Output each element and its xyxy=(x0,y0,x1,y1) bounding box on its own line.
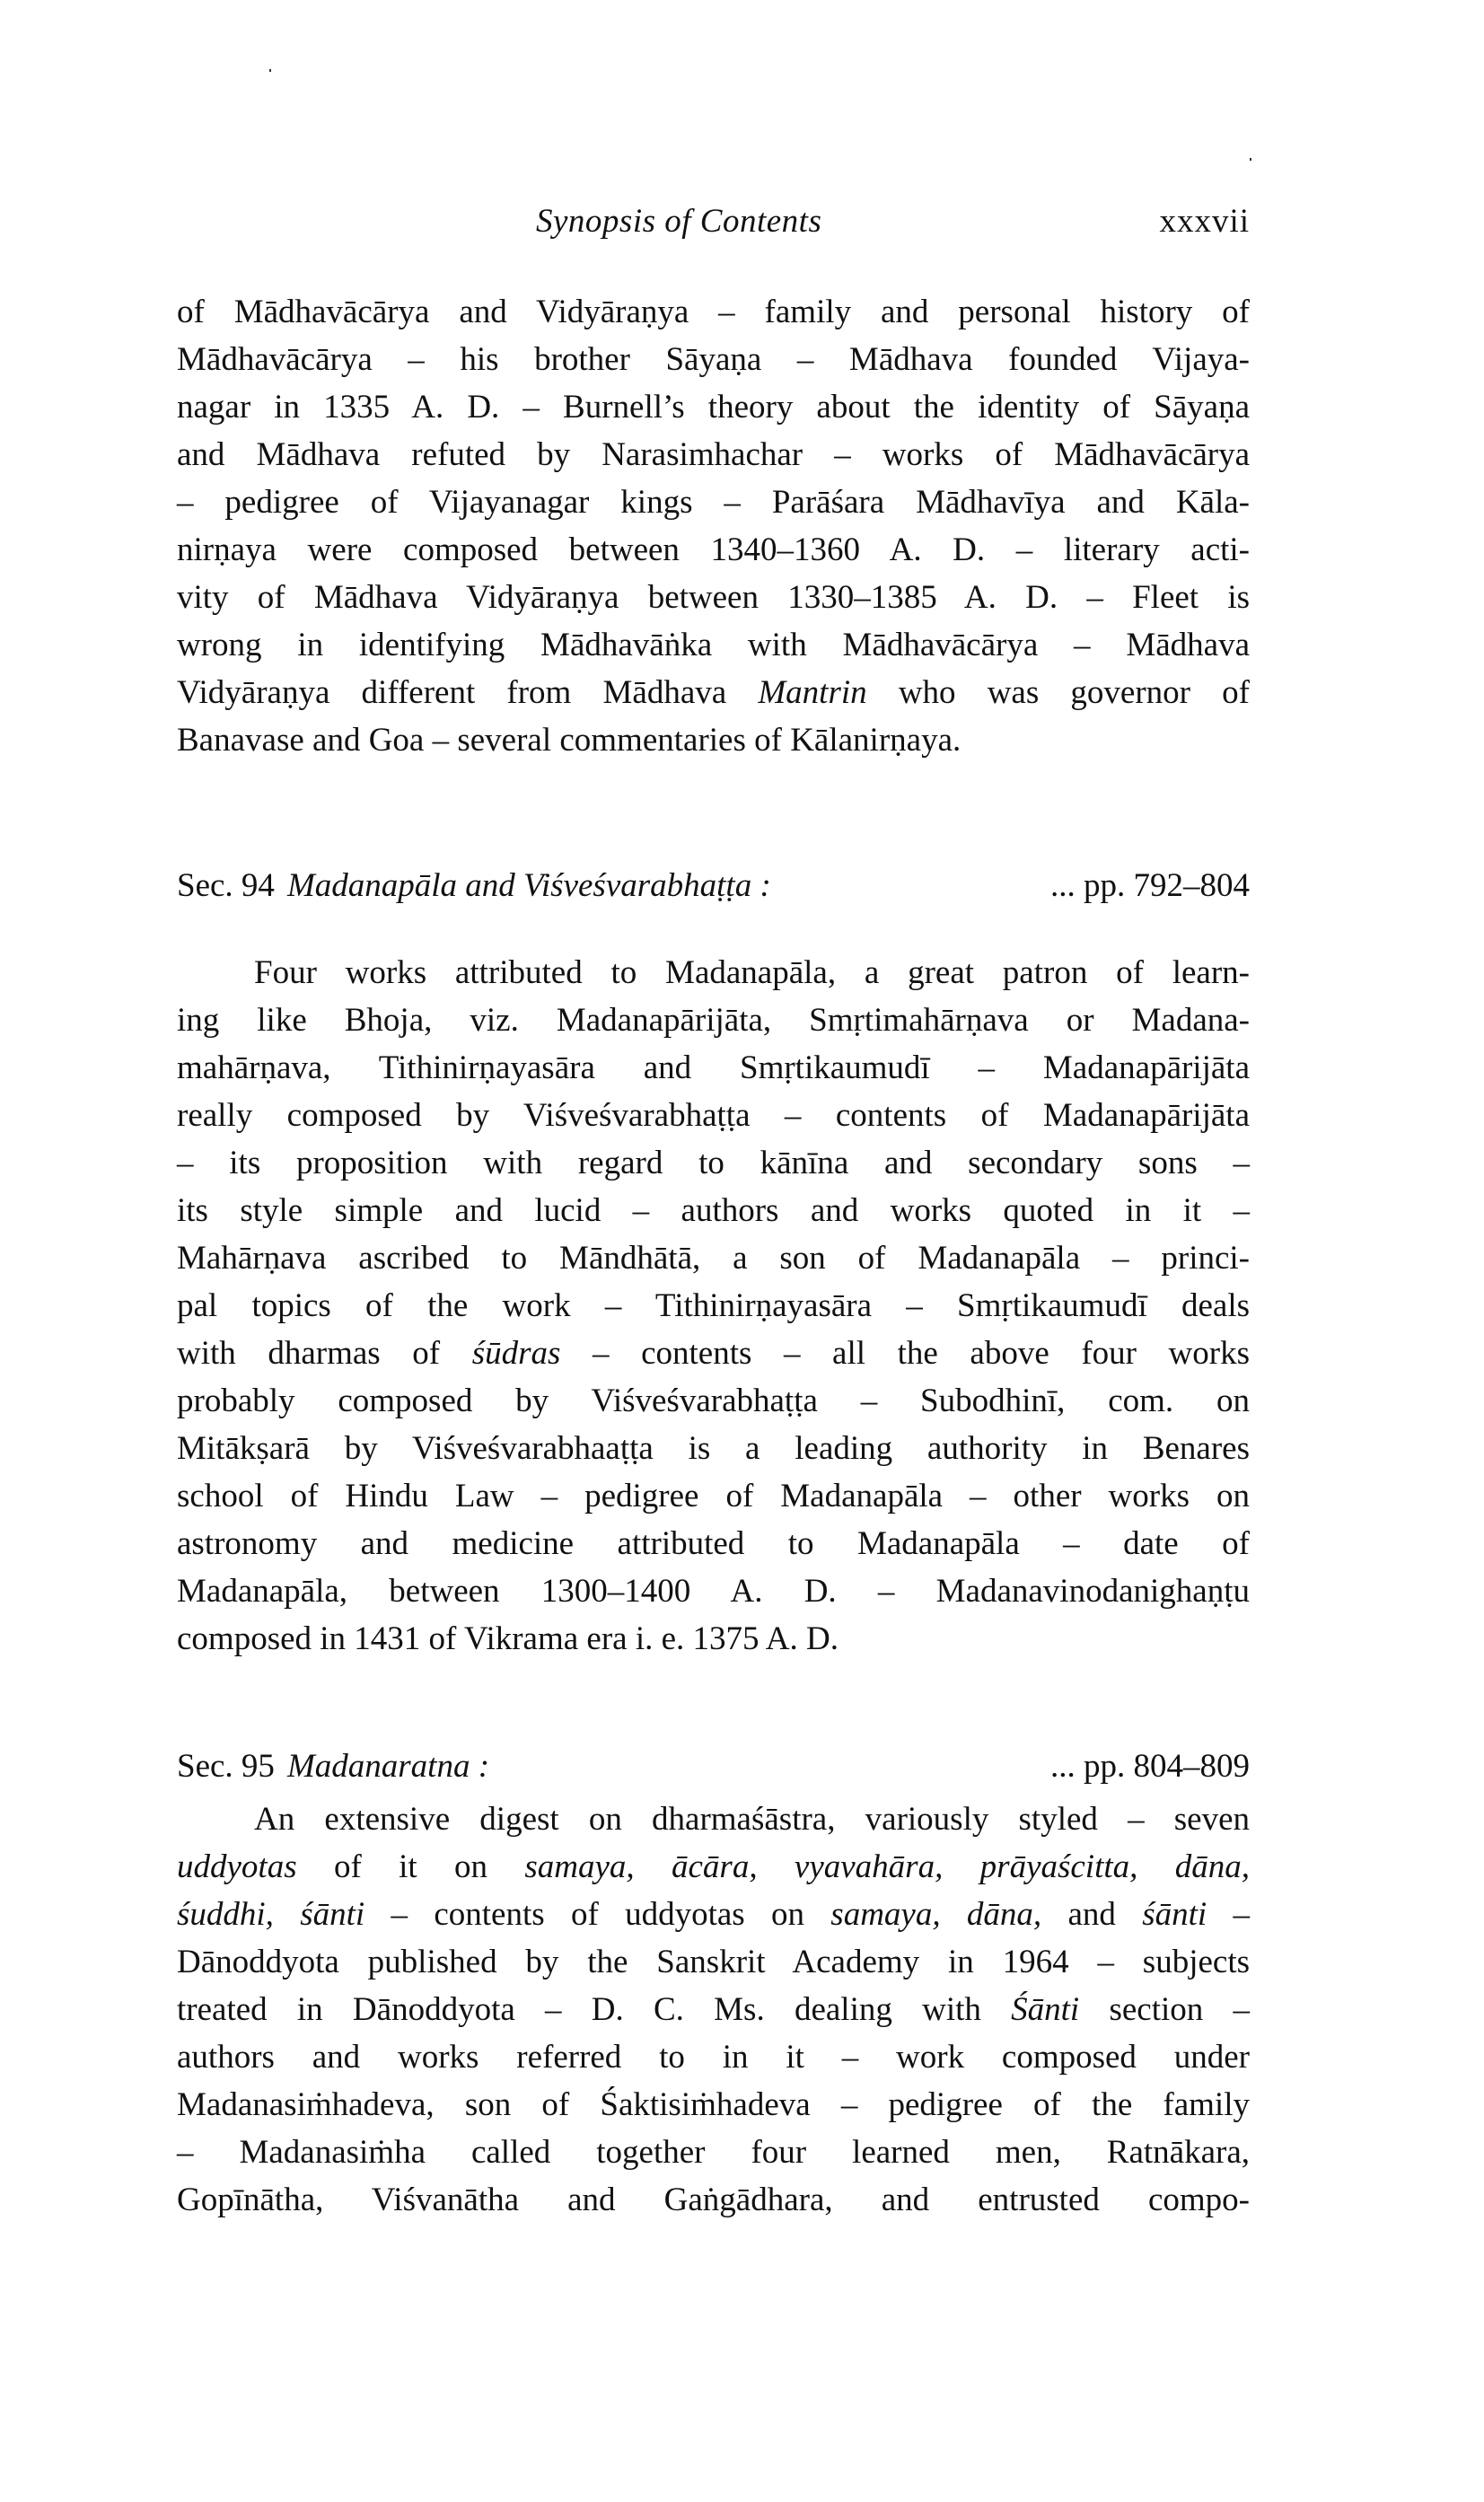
text-line xyxy=(177,1377,1250,1425)
text-run: and xyxy=(1041,1896,1143,1933)
text-run: Mādhavācārya – his brother Sāyaṇa – Mādhava founded Vijaya- xyxy=(177,341,1250,378)
italic-term: śānti xyxy=(1142,1896,1207,1933)
text-run: vity of Mādhava Vidyāraṇya between 1330–1385 A. D. – Fleet is xyxy=(177,579,1250,616)
text-run: Gopīnātha, Viśvanātha and Gaṅgādhara, and entrusted compo- xyxy=(177,2182,1250,2218)
text-run: with dharmas of xyxy=(177,1335,472,1372)
text-run: – Madanasiṁha called together four learned men, Ratnākara, xyxy=(177,2134,1250,2171)
section-heading-94 xyxy=(177,862,1250,909)
section-94-summary xyxy=(177,949,1250,1663)
italic-term: Mantrin xyxy=(758,674,867,711)
text-line xyxy=(177,1282,1250,1330)
text-run: school of Hindu Law – pedigree of Madanapāla – other works on xyxy=(177,1478,1250,1514)
text-run: – contents of uddyotas on xyxy=(364,1896,831,1933)
section-95-summary xyxy=(177,1795,1250,2224)
text-line xyxy=(177,949,1250,996)
text-run: Four works attributed to Madanapāla, a great patron of learn- xyxy=(254,954,1250,991)
text-run: – its proposition with regard to kānīna and secondary sons – xyxy=(177,1145,1250,1181)
text-line xyxy=(177,1330,1250,1377)
text-line xyxy=(177,1472,1250,1520)
scan-speck xyxy=(269,69,271,72)
text-run: composed in 1431 of Vikrama era i. e. 1375 A. D. xyxy=(177,1620,839,1657)
text-run: nirṇaya were composed between 1340–1360 A. D. – literary acti- xyxy=(177,531,1250,568)
text-line xyxy=(177,2081,1250,2129)
text-run: mahārṇava, Tithinirṇayasāra and Smṛtikaumudī – Madanapārijāta xyxy=(177,1049,1250,1086)
italic-term: samaya, ācāra, vyavahāra, prāyaścitta, dāna, xyxy=(524,1848,1250,1885)
section-heading-95 xyxy=(177,1743,1250,1790)
text-run: astronomy and medicine attributed to Madanapāla – date of xyxy=(177,1525,1250,1562)
text-run: who was governor of xyxy=(866,674,1250,711)
section-title: Madanapāla and Viśveśvarabhaṭṭa : xyxy=(286,867,771,904)
text-line xyxy=(177,1795,1250,1843)
text-run: Madanasiṁhadeva, son of Śaktisiṁhadeva – pedigree of the family xyxy=(177,2086,1250,2123)
text-line xyxy=(177,574,1250,621)
text-run: – contents – all the above four works xyxy=(560,1335,1250,1372)
text-run: nagar in 1335 A. D. – Burnell’s theory about the identity of Sāyaṇa xyxy=(177,389,1250,426)
text-run: its style simple and lucid – authors and works quoted in it – xyxy=(177,1192,1250,1229)
page-number: xxxvii xyxy=(1159,203,1250,240)
text-line xyxy=(177,996,1250,1044)
text-line xyxy=(177,1139,1250,1187)
text-line xyxy=(177,1044,1250,1092)
text-line xyxy=(177,669,1250,716)
text-line xyxy=(177,383,1250,431)
text-line xyxy=(177,1891,1250,1938)
section-label: Sec. 95 Madanaratna : xyxy=(177,1748,490,1785)
scan-speck xyxy=(1250,158,1251,161)
text-line xyxy=(177,288,1250,336)
italic-term: Śānti xyxy=(1011,1991,1080,2028)
section-label: Sec. 94 Madanapāla and Viśveśvarabhaṭṭa : xyxy=(177,867,771,904)
text-run: Vidyāraṇya different from Mādhava xyxy=(177,674,759,711)
text-run: of it on xyxy=(296,1848,525,1885)
text-line xyxy=(177,526,1250,574)
text-line xyxy=(177,716,1250,764)
text-run: Mitākṣarā by Viśveśvarabhaaṭṭa is a leading authority in Benares xyxy=(177,1430,1250,1467)
text-line xyxy=(177,2176,1250,2224)
section-title: Madanaratna : xyxy=(286,1748,490,1785)
text-line xyxy=(177,1092,1250,1139)
running-head xyxy=(177,199,1250,244)
text-line xyxy=(177,2033,1250,2081)
continuation-paragraph xyxy=(177,288,1250,764)
text-line xyxy=(177,336,1250,383)
text-line xyxy=(177,621,1250,669)
text-line xyxy=(177,1520,1250,1567)
section-page-range: ... pp. 792–804 xyxy=(1050,867,1250,904)
section-page-range: ... pp. 804–809 xyxy=(1050,1748,1250,1785)
text-line xyxy=(177,2129,1250,2176)
text-run: – xyxy=(1207,1896,1250,1933)
text-run: ing like Bhoja, viz. Madanapārijāta, Smṛtimahārṇava or Madana- xyxy=(177,1002,1250,1039)
text-line xyxy=(177,1234,1250,1282)
text-run: An extensive digest on dharmaśāstra, variously styled – seven xyxy=(254,1801,1250,1838)
text-line xyxy=(177,1615,1250,1663)
italic-term: śūdras xyxy=(471,1335,561,1372)
text-line xyxy=(177,1986,1250,2033)
text-run: really composed by Viśveśvarabhaṭṭa – contents of Madanapārijāta xyxy=(177,1097,1250,1134)
text-run: authors and works referred to in it – work composed under xyxy=(177,2039,1250,2076)
text-line xyxy=(177,431,1250,478)
text-line xyxy=(177,1425,1250,1472)
text-line xyxy=(177,1187,1250,1234)
italic-term: śuddhi, śānti xyxy=(177,1896,365,1933)
text-run: Madanapāla, between 1300–1400 A. D. – Madanavinodanighaṇṭu xyxy=(177,1573,1250,1610)
text-run: section – xyxy=(1079,1991,1251,2028)
text-run: Banavase and Goa – several commentaries of Kālanirṇaya. xyxy=(177,722,962,759)
text-run: and Mādhava refuted by Narasimhachar – works of Mādhavācārya xyxy=(177,436,1250,473)
text-run: probably composed by Viśveśvarabhaṭṭa – Subodhinī, com. on xyxy=(177,1383,1250,1419)
text-run: wrong in identifying Mādhavāṅka with Mādhavācārya – Mādhava xyxy=(177,627,1250,663)
text-run: Mahārṇava ascribed to Māndhātā, a son of Madanapāla – princi- xyxy=(177,1240,1250,1277)
text-run: – pedigree of Vijayanagar kings – Parāśara Mādhavīya and Kāla- xyxy=(177,484,1250,521)
italic-term: samaya, dāna, xyxy=(830,1896,1042,1933)
italic-term: uddyotas xyxy=(177,1848,297,1885)
text-run: of Mādhavācārya and Vidyāraṇya – family and personal history of xyxy=(177,294,1250,330)
text-run: treated in Dānoddyota – D. C. Ms. dealing with xyxy=(177,1991,1012,2028)
text-line xyxy=(177,1938,1250,1986)
text-line xyxy=(177,1567,1250,1615)
text-line xyxy=(177,478,1250,526)
text-line xyxy=(177,1843,1250,1891)
text-run: Dānoddyota published by the Sanskrit Academy in 1964 – subjects xyxy=(177,1944,1250,1980)
running-title: Synopsis of Contents xyxy=(536,203,822,240)
text-run: pal topics of the work – Tithinirṇayasāra – Smṛtikaumudī deals xyxy=(177,1287,1250,1324)
